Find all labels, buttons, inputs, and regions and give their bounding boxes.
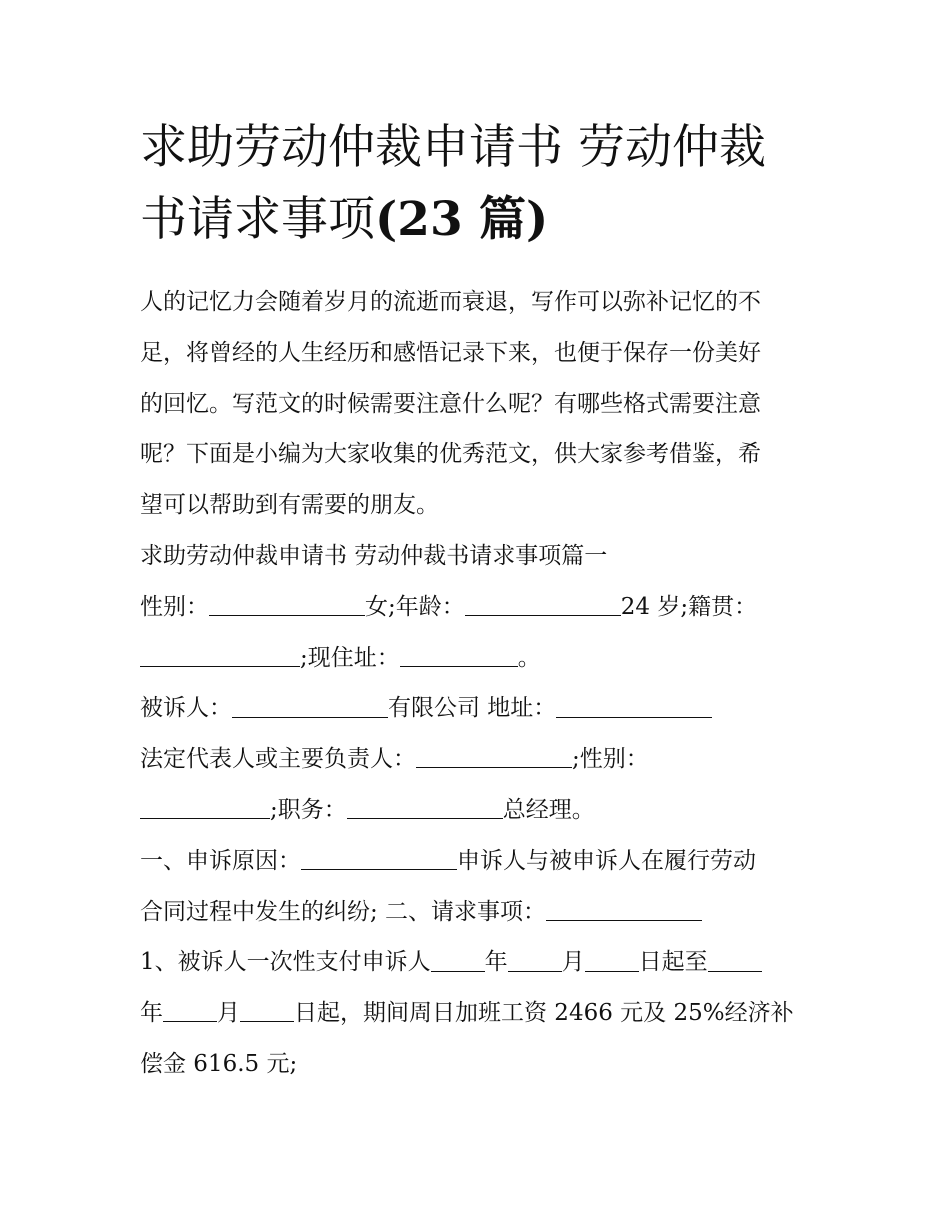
title-line-2: [140, 184, 820, 256]
respondent-label: 被诉人：: [140, 695, 232, 722]
blank-field: [140, 795, 270, 819]
position-label: ;职务：: [270, 796, 347, 823]
section-heading: [140, 531, 820, 582]
gender-value: 女;年龄：: [365, 593, 465, 620]
blank-field: [508, 948, 562, 972]
blank-field: [400, 643, 518, 667]
gender-label: 性别：: [140, 593, 209, 620]
blank-field: [585, 948, 639, 972]
blank-field: [301, 846, 457, 870]
reason-label: 一、申诉原因：: [140, 847, 301, 874]
gender-age-line: [140, 582, 820, 633]
reason-text-2: 合同过程中发生的纠纷; 二、请求事项：: [140, 898, 547, 925]
month-label: 月: [217, 1000, 240, 1027]
document-body: [140, 277, 820, 1090]
blank-field: [546, 897, 702, 921]
reason-text: 申诉人与被申诉人在履行劳动: [457, 847, 756, 874]
claim-line-1: [140, 937, 820, 988]
title-count: (23 篇): [375, 192, 549, 247]
legal-rep-label: 法定代表人或主要负责人：: [140, 746, 416, 773]
blank-field: [240, 998, 294, 1022]
year-label: 年: [484, 949, 508, 976]
reason-line-1: [140, 836, 820, 887]
intro-line: 呢？下面是小编为大家收集的优秀范文，供大家参考借鉴，希: [140, 441, 761, 468]
intro-line: 人的记忆力会随着岁月的流逝而衰退，写作可以弥补记忆的不: [140, 289, 761, 315]
address-end: 。: [517, 644, 541, 671]
position-value: 总经理。: [502, 796, 595, 823]
claim-line-2: [140, 988, 820, 1039]
age-value: 24 岁;籍贯：: [620, 593, 758, 620]
respondent-company: 有限公司 地址：: [388, 695, 557, 722]
blank-field: [140, 643, 300, 667]
address-line: [140, 633, 820, 684]
blank-field: [465, 592, 621, 616]
blank-field: [347, 795, 503, 819]
intro-paragraph: [140, 277, 820, 531]
blank-field: [163, 998, 217, 1022]
claim-line-3: [140, 1039, 820, 1090]
claim-text: 1、被诉人一次性支付申诉人: [140, 949, 431, 976]
reason-line-2: [140, 887, 820, 938]
intro-line: 足，将曾经的人生经历和感悟记录下来，也便于保存一份美好: [140, 339, 761, 366]
intro-line: 望可以帮助到有需要的朋友。: [140, 492, 439, 519]
position-line: [140, 785, 820, 836]
blank-field: [232, 694, 388, 718]
legal-rep-gender: ;性别：: [572, 746, 649, 773]
title-line-1: 求助劳动仲裁申请书 劳动仲裁: [140, 120, 766, 175]
month-label: 月: [561, 949, 585, 976]
respondent-line: [140, 683, 820, 734]
blank-field: [431, 948, 485, 972]
claim-end: 偿金 616.5 元;: [140, 1050, 298, 1077]
section-heading-text: 求助劳动仲裁申请书 劳动仲裁书请求事项篇一: [140, 542, 608, 569]
claim-text-2: 日起，期间周日加班工资 2466 元及 25%经济补: [294, 1000, 794, 1027]
blank-field: [708, 948, 762, 972]
document-title: [140, 112, 820, 256]
legal-rep-line: [140, 734, 820, 785]
address-label: ;现住址：: [300, 644, 400, 671]
form-section: [140, 582, 820, 1090]
blank-field: [416, 744, 572, 768]
blank-field: [209, 592, 365, 616]
intro-line: 的回忆。写范文的时候需要注意什么呢？有哪些格式需要注意: [140, 390, 761, 417]
year-label: 年: [140, 1000, 163, 1027]
blank-field: [556, 694, 712, 718]
day-from-label: 日起至: [638, 949, 708, 976]
title-line-2-text: 书请求事项: [140, 192, 375, 247]
